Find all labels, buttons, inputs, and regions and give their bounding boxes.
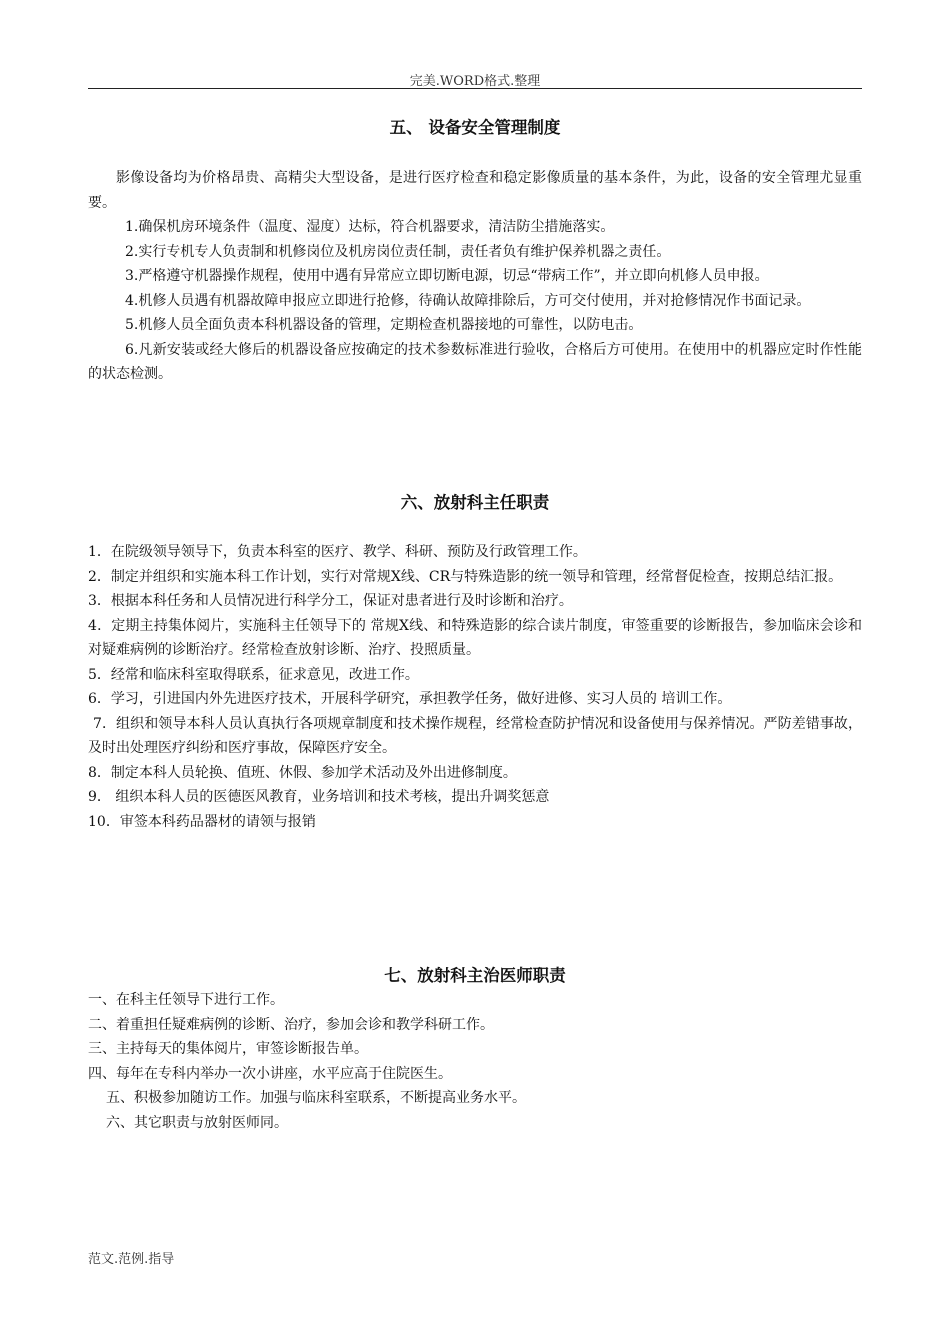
list-item: 2．制定并组织和实施本科工作计划，实行对常规X线、CR与特殊造影的统一领导和管理，经常督促检查，按期总结汇报。 bbox=[88, 568, 843, 585]
list-item: 一、在科主任领导下进行工作。 bbox=[88, 992, 284, 1008]
list-item: 3.严格遵守机器操作规程，使用中遇有异常应立即切断电源，切忌“带病工作”，并立即向机修人员申报。 bbox=[125, 268, 769, 284]
list-item: 2.实行专机专人负责制和机修岗位及机房岗位责任制，责任者负有维护保养机器之责任。 bbox=[125, 243, 671, 260]
list-item: 9． 组织本科人员的医德医风教育，业务培训和技术考核，提出升调奖惩意 bbox=[88, 789, 550, 805]
paragraph-intro: 影像设备均为价格昂贵、高精尖大型设备，是进行医疗检查和稳定影像质量的基本条件，为此，设备的安全管理尤显重要。 bbox=[88, 170, 862, 211]
list-item: 1．在院级领导领导下，负责本科室的医疗、教学、科研、预防及行政管理工作。 bbox=[88, 544, 587, 560]
section-title: 七、放射科主治医师职责 bbox=[384, 966, 566, 985]
list-item: 6．学习，引进国内外先进医疗技术，开展科学研究，承担教学任务，做好进修、实习人员的 培训工作。 bbox=[88, 691, 732, 707]
list-item: 三、主持每天的集体阅片，审签诊断报告单。 bbox=[88, 1041, 368, 1057]
page-header: 完美.WORD格式.整理 bbox=[409, 74, 541, 89]
section-attending-duties-body bbox=[88, 988, 862, 1135]
section-equipment-safety-body bbox=[88, 166, 862, 387]
list-item: 四、每年在专科内举办一次小讲座，水平应高于住院医生。 bbox=[88, 1065, 452, 1082]
section-title: 五、 设备安全管理制度 bbox=[389, 118, 561, 137]
section-title: 六、放射科主任职责 bbox=[400, 493, 550, 512]
list-item: 6.凡新安装或经大修后的机器设备应按确定的技术参数标准进行验收，合格后方可使用。在使用中的机器应定时作性能的状态检测。 bbox=[88, 341, 862, 382]
list-item: 5．经常和临床科室取得联系，征求意见，改进工作。 bbox=[88, 666, 419, 683]
list-item: 1.确保机房环境条件（温度、湿度）达标，符合机器要求，清洁防尘措施落实。 bbox=[125, 219, 615, 235]
header-divider bbox=[88, 88, 862, 89]
list-item: 六、其它职责与放射医师同。 bbox=[106, 1114, 288, 1131]
section-director-duties-body bbox=[88, 540, 862, 834]
list-item: 4．定期主持集体阅片，实施科主任领导下的 常规X线、和特殊造影的综合读片制度，审签重要的诊断报告，参加临床会诊和对疑难病例的诊断治疗。经常检查放射诊断、治疗、投照质量。 bbox=[88, 617, 862, 658]
section-director-duties bbox=[88, 489, 862, 513]
section-equipment-safety bbox=[88, 114, 862, 138]
list-item: 7．组织和领导本科人员认真执行各项规章制度和技术操作规程，经常检查防护情况和设备使用与保养情况。严防差错事故，及时出处理医疗纠纷和医疗事故，保障医疗安全。 bbox=[88, 715, 862, 756]
page-footer: 范文.范例.指导 bbox=[88, 1252, 175, 1267]
list-item: 4.机修人员遇有机器故障申报应立即进行抢修，待确认故障排除后，方可交付使用，并对抢修情况作书面记录。 bbox=[125, 292, 811, 309]
list-item: 10．审签本科药品器材的请领与报销 bbox=[88, 813, 316, 830]
list-item: 3．根据本科任务和人员情况进行科学分工，保证对患者进行及时诊断和治疗。 bbox=[88, 593, 573, 609]
section-attending-duties bbox=[88, 962, 862, 986]
list-item: 5.机修人员全面负责本科机器设备的管理，定期检查机器接地的可靠性，以防电击。 bbox=[125, 317, 643, 333]
list-item: 8．制定本科人员轮换、值班、休假、参加学术活动及外出进修制度。 bbox=[88, 764, 517, 781]
list-item: 二、着重担任疑难病例的诊断、治疗，参加会诊和教学科研工作。 bbox=[88, 1016, 494, 1033]
list-item: 五、积极参加随访工作。加强与临床科室联系，不断提高业务水平。 bbox=[106, 1090, 526, 1106]
